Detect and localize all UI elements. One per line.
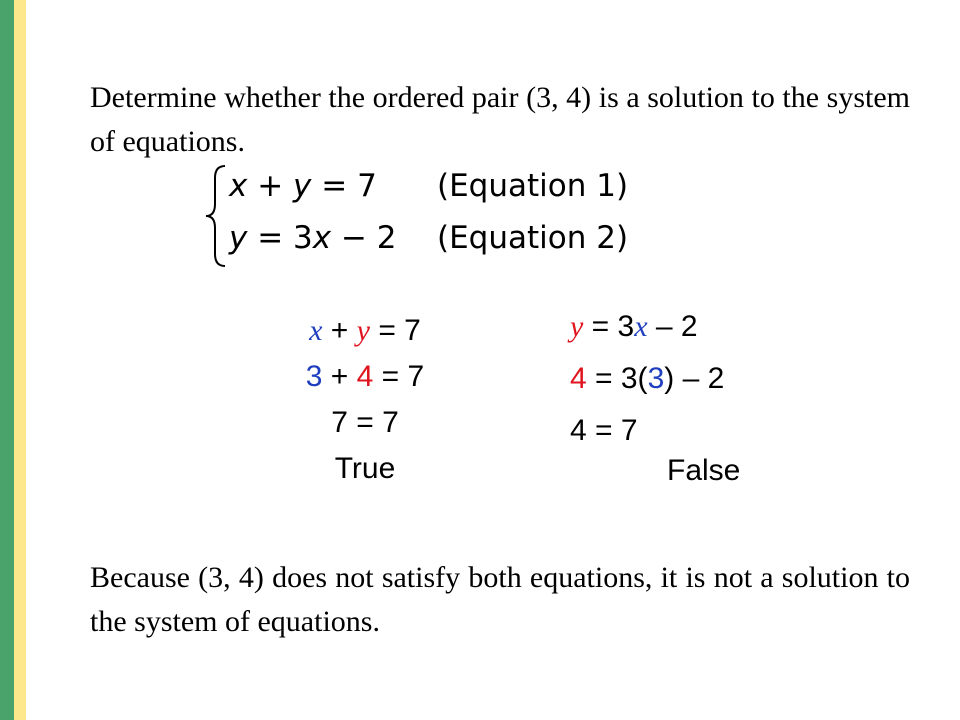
check2-line-2: 4 = 3(3) – 2 bbox=[570, 362, 725, 395]
check2-verdict: False bbox=[667, 454, 741, 487]
left-accent-bar-green bbox=[0, 0, 14, 720]
system-equation-2-expr: y = 3x − 2 bbox=[229, 220, 397, 256]
check-equation-1 bbox=[300, 308, 430, 492]
check2-line-1: y = 3x – 2 bbox=[570, 310, 698, 343]
check1-line-2: 3 + 4 = 7 bbox=[305, 360, 425, 393]
check1-verdict: True bbox=[334, 452, 396, 485]
left-brace-icon bbox=[203, 164, 229, 268]
check-equation-2 bbox=[570, 304, 724, 460]
system-equation-1-expr: x + y = 7 bbox=[229, 168, 377, 204]
system-equation-2-tag: (Equation 2) bbox=[437, 220, 629, 256]
equation-system bbox=[203, 164, 633, 268]
check1-line-3: 7 = 7 bbox=[331, 406, 399, 439]
check1-line-1: x + y = 7 bbox=[309, 314, 421, 347]
system-equation-1 bbox=[229, 168, 629, 204]
conclusion-text: Because (3, 4) does not satisfy both equations, it is not a solution to the system of equations. bbox=[90, 561, 910, 638]
check2-line-3: 4 = 7 bbox=[570, 414, 638, 447]
system-equation-1-tag: (Equation 1) bbox=[437, 168, 629, 204]
system-equation-2 bbox=[229, 220, 629, 256]
question-text: Determine whether the ordered pair (3, 4) is a solution to the system of equations. bbox=[90, 81, 910, 158]
left-accent-bar-yellow bbox=[14, 0, 26, 720]
